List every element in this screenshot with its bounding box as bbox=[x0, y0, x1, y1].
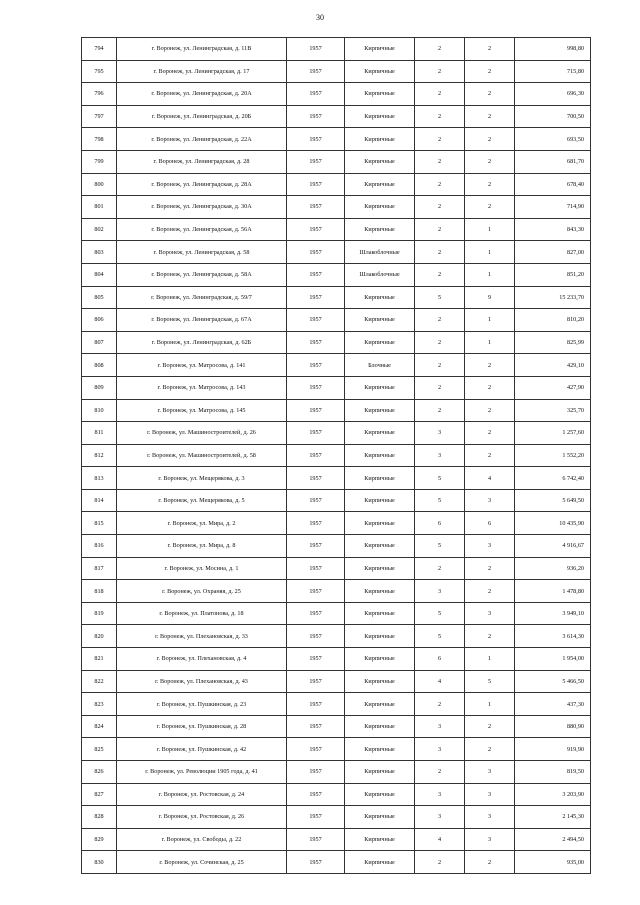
cell-entrances: 2 bbox=[465, 625, 515, 648]
cell-floors: 4 bbox=[415, 670, 465, 693]
cell-year-built: 1957 bbox=[287, 150, 345, 173]
table-row bbox=[82, 806, 591, 829]
cell-year-built: 1957 bbox=[287, 828, 345, 851]
cell-entrances: 1 bbox=[465, 693, 515, 716]
table-row bbox=[82, 38, 591, 61]
cell-entrances: 2 bbox=[465, 196, 515, 219]
cell-wall-material: Кирпичные bbox=[345, 512, 415, 535]
cell-row-number: 806 bbox=[82, 309, 117, 332]
cell-row-number: 825 bbox=[82, 738, 117, 761]
table-row bbox=[82, 851, 591, 874]
cell-entrances: 2 bbox=[465, 444, 515, 467]
cell-address: г. Воронеж, ул. Плехановская, д. 4 bbox=[117, 648, 287, 671]
cell-wall-material: Кирпичные bbox=[345, 489, 415, 512]
cell-floors: 3 bbox=[415, 580, 465, 603]
cell-floors: 6 bbox=[415, 512, 465, 535]
cell-year-built: 1957 bbox=[287, 263, 345, 286]
cell-address: г. Воронеж, ул. Платонова, д. 18 bbox=[117, 602, 287, 625]
cell-year-built: 1957 bbox=[287, 580, 345, 603]
cell-year-built: 1957 bbox=[287, 783, 345, 806]
cell-floors: 2 bbox=[415, 150, 465, 173]
cell-entrances: 1 bbox=[465, 331, 515, 354]
cell-floors: 2 bbox=[415, 399, 465, 422]
cell-address: г. Воронеж, ул. Свободы, д. 22 bbox=[117, 828, 287, 851]
cell-wall-material: Кирпичные bbox=[345, 648, 415, 671]
cell-row-number: 805 bbox=[82, 286, 117, 309]
cell-address: г. Воронеж, ул. Ленинградская, д. 62Б bbox=[117, 331, 287, 354]
cell-entrances: 1 bbox=[465, 218, 515, 241]
cell-row-number: 816 bbox=[82, 535, 117, 558]
cell-row-number: 819 bbox=[82, 602, 117, 625]
cell-address: г. Воронеж, ул. Мира, д. 8 bbox=[117, 535, 287, 558]
cell-entrances: 3 bbox=[465, 828, 515, 851]
cell-area: 715,80 bbox=[515, 60, 591, 83]
cell-year-built: 1957 bbox=[287, 761, 345, 784]
cell-address: г. Воронеж, ул. Ленинградская, д. 56А bbox=[117, 218, 287, 241]
cell-address: г. Воронеж, ул. Ленинградская, д. 28А bbox=[117, 173, 287, 196]
cell-row-number: 817 bbox=[82, 557, 117, 580]
cell-wall-material: Кирпичные bbox=[345, 150, 415, 173]
cell-area: 1 552,20 bbox=[515, 444, 591, 467]
cell-address: г. Воронеж, ул. Ленинградская, д. 20Б bbox=[117, 105, 287, 128]
cell-year-built: 1957 bbox=[287, 444, 345, 467]
table-row bbox=[82, 218, 591, 241]
cell-entrances: 2 bbox=[465, 851, 515, 874]
cell-year-built: 1957 bbox=[287, 286, 345, 309]
cell-address: г. Воронеж, ул. Мосина, д. 1 bbox=[117, 557, 287, 580]
cell-wall-material: Кирпичные bbox=[345, 670, 415, 693]
cell-area: 693,50 bbox=[515, 128, 591, 151]
cell-row-number: 827 bbox=[82, 783, 117, 806]
cell-address: г. Воронеж, ул. Революции 1905 года, д. 41 bbox=[117, 761, 287, 784]
cell-address: г. Воронеж, ул. Ленинградская, д. 58А bbox=[117, 263, 287, 286]
table-row bbox=[82, 376, 591, 399]
cell-wall-material: Кирпичные bbox=[345, 693, 415, 716]
cell-year-built: 1957 bbox=[287, 128, 345, 151]
cell-entrances: 2 bbox=[465, 422, 515, 445]
cell-row-number: 811 bbox=[82, 422, 117, 445]
cell-wall-material: Кирпичные bbox=[345, 444, 415, 467]
table-row bbox=[82, 557, 591, 580]
cell-entrances: 2 bbox=[465, 105, 515, 128]
cell-entrances: 2 bbox=[465, 173, 515, 196]
cell-address: г. Воронеж, ул. Ленинградская, д. 28 bbox=[117, 150, 287, 173]
cell-row-number: 826 bbox=[82, 761, 117, 784]
cell-floors: 5 bbox=[415, 467, 465, 490]
table-row bbox=[82, 693, 591, 716]
cell-area: 935,00 bbox=[515, 851, 591, 874]
cell-row-number: 821 bbox=[82, 648, 117, 671]
cell-year-built: 1957 bbox=[287, 625, 345, 648]
table-row bbox=[82, 105, 591, 128]
cell-floors: 3 bbox=[415, 444, 465, 467]
table-row bbox=[82, 715, 591, 738]
cell-year-built: 1957 bbox=[287, 173, 345, 196]
cell-wall-material: Шлакоблочные bbox=[345, 241, 415, 264]
cell-row-number: 798 bbox=[82, 128, 117, 151]
table-row bbox=[82, 196, 591, 219]
cell-entrances: 2 bbox=[465, 738, 515, 761]
cell-floors: 3 bbox=[415, 422, 465, 445]
cell-address: г. Воронеж, ул. Пушкинская, д. 42 bbox=[117, 738, 287, 761]
cell-wall-material: Кирпичные bbox=[345, 828, 415, 851]
cell-floors: 5 bbox=[415, 535, 465, 558]
cell-floors: 5 bbox=[415, 286, 465, 309]
cell-address: г. Воронеж, ул. Плехановская, д. 33 bbox=[117, 625, 287, 648]
cell-floors: 5 bbox=[415, 625, 465, 648]
cell-address: г. Воронеж, ул. Ленинградская, д. 67А bbox=[117, 309, 287, 332]
table-row bbox=[82, 625, 591, 648]
cell-floors: 2 bbox=[415, 196, 465, 219]
cell-row-number: 796 bbox=[82, 83, 117, 106]
cell-address: г. Воронеж, ул. Ленинградская, д. 30А bbox=[117, 196, 287, 219]
cell-row-number: 815 bbox=[82, 512, 117, 535]
cell-entrances: 2 bbox=[465, 128, 515, 151]
cell-address: г. Воронеж, ул. Ленинградская, д. 22А bbox=[117, 128, 287, 151]
cell-area: 827,00 bbox=[515, 241, 591, 264]
cell-floors: 2 bbox=[415, 105, 465, 128]
cell-floors: 5 bbox=[415, 489, 465, 512]
cell-area: 696,30 bbox=[515, 83, 591, 106]
cell-address: г. Воронеж, ул. Ленинградская, д. 17 bbox=[117, 60, 287, 83]
cell-floors: 5 bbox=[415, 602, 465, 625]
table-row bbox=[82, 738, 591, 761]
cell-row-number: 818 bbox=[82, 580, 117, 603]
cell-floors: 2 bbox=[415, 128, 465, 151]
cell-entrances: 3 bbox=[465, 783, 515, 806]
cell-wall-material: Кирпичные bbox=[345, 535, 415, 558]
cell-area: 437,30 bbox=[515, 693, 591, 716]
cell-floors: 2 bbox=[415, 354, 465, 377]
cell-year-built: 1957 bbox=[287, 331, 345, 354]
cell-floors: 2 bbox=[415, 173, 465, 196]
cell-year-built: 1957 bbox=[287, 105, 345, 128]
table-row bbox=[82, 399, 591, 422]
table-row bbox=[82, 60, 591, 83]
cell-year-built: 1957 bbox=[287, 354, 345, 377]
cell-entrances: 3 bbox=[465, 806, 515, 829]
cell-area: 3 203,90 bbox=[515, 783, 591, 806]
cell-row-number: 807 bbox=[82, 331, 117, 354]
cell-area: 851,20 bbox=[515, 263, 591, 286]
cell-entrances: 2 bbox=[465, 150, 515, 173]
cell-entrances: 2 bbox=[465, 38, 515, 61]
cell-wall-material: Кирпичные bbox=[345, 331, 415, 354]
cell-area: 6 742,40 bbox=[515, 467, 591, 490]
cell-year-built: 1957 bbox=[287, 241, 345, 264]
table-row bbox=[82, 783, 591, 806]
cell-address: г. Воронеж, ул. Матросова, д. 143 bbox=[117, 376, 287, 399]
cell-area: 700,50 bbox=[515, 105, 591, 128]
table-row bbox=[82, 670, 591, 693]
cell-address: г. Воронеж, ул. Мира, д. 2 bbox=[117, 512, 287, 535]
cell-area: 936,20 bbox=[515, 557, 591, 580]
cell-wall-material: Кирпичные bbox=[345, 467, 415, 490]
cell-floors: 2 bbox=[415, 331, 465, 354]
cell-wall-material: Кирпичные bbox=[345, 128, 415, 151]
cell-floors: 2 bbox=[415, 557, 465, 580]
cell-wall-material: Кирпичные bbox=[345, 399, 415, 422]
cell-year-built: 1957 bbox=[287, 557, 345, 580]
cell-row-number: 799 bbox=[82, 150, 117, 173]
cell-wall-material: Кирпичные bbox=[345, 376, 415, 399]
cell-floors: 2 bbox=[415, 38, 465, 61]
cell-floors: 6 bbox=[415, 648, 465, 671]
cell-floors: 2 bbox=[415, 309, 465, 332]
cell-row-number: 812 bbox=[82, 444, 117, 467]
cell-address: г. Воронеж, ул. Пушкинская, д. 23 bbox=[117, 693, 287, 716]
cell-area: 3 614,30 bbox=[515, 625, 591, 648]
table-row bbox=[82, 489, 591, 512]
cell-area: 5 466,50 bbox=[515, 670, 591, 693]
table-row bbox=[82, 241, 591, 264]
cell-row-number: 803 bbox=[82, 241, 117, 264]
cell-wall-material: Кирпичные bbox=[345, 60, 415, 83]
cell-area: 5 649,50 bbox=[515, 489, 591, 512]
cell-area: 714,90 bbox=[515, 196, 591, 219]
cell-area: 880,90 bbox=[515, 715, 591, 738]
cell-year-built: 1957 bbox=[287, 806, 345, 829]
cell-entrances: 2 bbox=[465, 580, 515, 603]
cell-area: 325,70 bbox=[515, 399, 591, 422]
cell-entrances: 6 bbox=[465, 512, 515, 535]
cell-entrances: 2 bbox=[465, 399, 515, 422]
cell-floors: 3 bbox=[415, 715, 465, 738]
cell-wall-material: Кирпичные bbox=[345, 196, 415, 219]
cell-floors: 2 bbox=[415, 761, 465, 784]
cell-year-built: 1957 bbox=[287, 602, 345, 625]
cell-area: 1 478,80 bbox=[515, 580, 591, 603]
cell-entrances: 1 bbox=[465, 263, 515, 286]
cell-floors: 2 bbox=[415, 241, 465, 264]
cell-year-built: 1957 bbox=[287, 467, 345, 490]
cell-wall-material: Кирпичные bbox=[345, 806, 415, 829]
cell-address: г. Воронеж, ул. Ростовская, д. 26 bbox=[117, 806, 287, 829]
cell-area: 429,10 bbox=[515, 354, 591, 377]
cell-year-built: 1957 bbox=[287, 376, 345, 399]
cell-year-built: 1957 bbox=[287, 83, 345, 106]
cell-year-built: 1957 bbox=[287, 648, 345, 671]
cell-address: г. Воронеж, ул. Мещерякова, д. 3 bbox=[117, 467, 287, 490]
table-row bbox=[82, 602, 591, 625]
cell-row-number: 814 bbox=[82, 489, 117, 512]
cell-wall-material: Кирпичные bbox=[345, 783, 415, 806]
cell-address: г. Воронеж, ул. Матросова, д. 145 bbox=[117, 399, 287, 422]
cell-year-built: 1957 bbox=[287, 535, 345, 558]
cell-area: 1 954,00 bbox=[515, 648, 591, 671]
cell-entrances: 2 bbox=[465, 83, 515, 106]
cell-year-built: 1957 bbox=[287, 851, 345, 874]
table-row bbox=[82, 354, 591, 377]
cell-entrances: 3 bbox=[465, 489, 515, 512]
cell-row-number: 813 bbox=[82, 467, 117, 490]
cell-entrances: 2 bbox=[465, 354, 515, 377]
cell-entrances: 2 bbox=[465, 376, 515, 399]
cell-floors: 2 bbox=[415, 376, 465, 399]
cell-year-built: 1957 bbox=[287, 218, 345, 241]
cell-wall-material: Кирпичные bbox=[345, 625, 415, 648]
cell-floors: 3 bbox=[415, 738, 465, 761]
cell-area: 843,30 bbox=[515, 218, 591, 241]
cell-wall-material: Кирпичные bbox=[345, 602, 415, 625]
cell-address: г. Воронеж, ул. Ленинградская, д. 20А bbox=[117, 83, 287, 106]
cell-address: г. Воронеж, ул. Матросова, д. 141 bbox=[117, 354, 287, 377]
table-row bbox=[82, 761, 591, 784]
cell-area: 10 435,90 bbox=[515, 512, 591, 535]
cell-row-number: 797 bbox=[82, 105, 117, 128]
cell-floors: 2 bbox=[415, 60, 465, 83]
cell-area: 2 494,50 bbox=[515, 828, 591, 851]
cell-area: 1 257,60 bbox=[515, 422, 591, 445]
cell-area: 3 949,10 bbox=[515, 602, 591, 625]
cell-wall-material: Кирпичные bbox=[345, 218, 415, 241]
cell-wall-material: Кирпичные bbox=[345, 286, 415, 309]
table-row bbox=[82, 128, 591, 151]
cell-row-number: 800 bbox=[82, 173, 117, 196]
cell-wall-material: Кирпичные bbox=[345, 105, 415, 128]
cell-address: г. Воронеж, ул. Ростовская, д. 24 bbox=[117, 783, 287, 806]
cell-year-built: 1957 bbox=[287, 738, 345, 761]
cell-year-built: 1957 bbox=[287, 309, 345, 332]
cell-row-number: 820 bbox=[82, 625, 117, 648]
cell-wall-material: Кирпичные bbox=[345, 83, 415, 106]
cell-entrances: 9 bbox=[465, 286, 515, 309]
cell-address: г. Воронеж, ул. Сочинская, д. 25 bbox=[117, 851, 287, 874]
cell-wall-material: Кирпичные bbox=[345, 38, 415, 61]
cell-row-number: 823 bbox=[82, 693, 117, 716]
cell-address: г. Воронеж, ул. Охраняя, д. 25 bbox=[117, 580, 287, 603]
cell-wall-material: Кирпичные bbox=[345, 851, 415, 874]
cell-entrances: 4 bbox=[465, 467, 515, 490]
cell-year-built: 1957 bbox=[287, 670, 345, 693]
page-number: 30 bbox=[316, 13, 324, 22]
cell-area: 919,90 bbox=[515, 738, 591, 761]
cell-wall-material: Кирпичные bbox=[345, 580, 415, 603]
cell-year-built: 1957 bbox=[287, 715, 345, 738]
cell-floors: 4 bbox=[415, 828, 465, 851]
cell-wall-material: Кирпичные bbox=[345, 422, 415, 445]
table-row bbox=[82, 580, 591, 603]
cell-entrances: 2 bbox=[465, 60, 515, 83]
cell-address: г. Воронеж, ул. Плехановская, д. 43 bbox=[117, 670, 287, 693]
cell-address: г. Воронеж, ул. Ленинградская, д. 58 bbox=[117, 241, 287, 264]
cell-floors: 2 bbox=[415, 218, 465, 241]
cell-address: г. Воронеж, ул. Машиностроителей, д. 58 bbox=[117, 444, 287, 467]
cell-entrances: 1 bbox=[465, 648, 515, 671]
table-row bbox=[82, 828, 591, 851]
cell-wall-material: Кирпичные bbox=[345, 738, 415, 761]
cell-wall-material: Кирпичные bbox=[345, 761, 415, 784]
cell-floors: 2 bbox=[415, 263, 465, 286]
cell-year-built: 1957 bbox=[287, 196, 345, 219]
cell-row-number: 802 bbox=[82, 218, 117, 241]
cell-year-built: 1957 bbox=[287, 512, 345, 535]
cell-row-number: 795 bbox=[82, 60, 117, 83]
cell-entrances: 3 bbox=[465, 535, 515, 558]
cell-entrances: 1 bbox=[465, 309, 515, 332]
cell-year-built: 1957 bbox=[287, 693, 345, 716]
cell-row-number: 829 bbox=[82, 828, 117, 851]
cell-row-number: 822 bbox=[82, 670, 117, 693]
cell-floors: 2 bbox=[415, 693, 465, 716]
cell-row-number: 804 bbox=[82, 263, 117, 286]
cell-wall-material: Кирпичные bbox=[345, 715, 415, 738]
cell-entrances: 3 bbox=[465, 602, 515, 625]
cell-year-built: 1957 bbox=[287, 422, 345, 445]
cell-address: г. Воронеж, ул. Ленинградская, д. 11В bbox=[117, 38, 287, 61]
cell-area: 819,50 bbox=[515, 761, 591, 784]
table-row bbox=[82, 150, 591, 173]
cell-entrances: 5 bbox=[465, 670, 515, 693]
table-row bbox=[82, 173, 591, 196]
cell-row-number: 794 bbox=[82, 38, 117, 61]
table-body bbox=[82, 38, 591, 874]
cell-wall-material: Кирпичные bbox=[345, 557, 415, 580]
cell-address: г. Воронеж, ул. Мещерякова, д. 5 bbox=[117, 489, 287, 512]
cell-area: 15 233,70 bbox=[515, 286, 591, 309]
table-row bbox=[82, 444, 591, 467]
cell-year-built: 1957 bbox=[287, 489, 345, 512]
table-row bbox=[82, 422, 591, 445]
cell-entrances: 3 bbox=[465, 761, 515, 784]
cell-row-number: 828 bbox=[82, 806, 117, 829]
table-row bbox=[82, 467, 591, 490]
table-row bbox=[82, 535, 591, 558]
cell-wall-material: Шлакоблочные bbox=[345, 263, 415, 286]
cell-wall-material: Кирпичные bbox=[345, 173, 415, 196]
cell-wall-material: Блочные bbox=[345, 354, 415, 377]
cell-row-number: 810 bbox=[82, 399, 117, 422]
table-row bbox=[82, 512, 591, 535]
cell-area: 678,40 bbox=[515, 173, 591, 196]
cell-floors: 3 bbox=[415, 806, 465, 829]
cell-area: 427,90 bbox=[515, 376, 591, 399]
cell-row-number: 808 bbox=[82, 354, 117, 377]
cell-area: 2 145,30 bbox=[515, 806, 591, 829]
cell-entrances: 1 bbox=[465, 241, 515, 264]
table-row bbox=[82, 263, 591, 286]
cell-area: 825,99 bbox=[515, 331, 591, 354]
cell-row-number: 824 bbox=[82, 715, 117, 738]
cell-address: г. Воронеж, ул. Ленинградская, д. 59/7 bbox=[117, 286, 287, 309]
cell-area: 4 916,67 bbox=[515, 535, 591, 558]
table-row bbox=[82, 331, 591, 354]
cell-area: 681,70 bbox=[515, 150, 591, 173]
cell-row-number: 809 bbox=[82, 376, 117, 399]
housing-registry-table bbox=[81, 37, 591, 874]
cell-area: 998,80 bbox=[515, 38, 591, 61]
cell-year-built: 1957 bbox=[287, 38, 345, 61]
cell-address: г. Воронеж, ул. Пушкинская, д. 28 bbox=[117, 715, 287, 738]
cell-row-number: 830 bbox=[82, 851, 117, 874]
cell-area: 810,20 bbox=[515, 309, 591, 332]
table-row bbox=[82, 286, 591, 309]
cell-year-built: 1957 bbox=[287, 399, 345, 422]
cell-row-number: 801 bbox=[82, 196, 117, 219]
cell-entrances: 2 bbox=[465, 715, 515, 738]
cell-floors: 2 bbox=[415, 83, 465, 106]
cell-floors: 2 bbox=[415, 851, 465, 874]
cell-wall-material: Кирпичные bbox=[345, 309, 415, 332]
table-row bbox=[82, 83, 591, 106]
cell-address: г. Воронеж, ул. Машиностроителей, д. 26 bbox=[117, 422, 287, 445]
table-row bbox=[82, 309, 591, 332]
cell-floors: 3 bbox=[415, 783, 465, 806]
cell-year-built: 1957 bbox=[287, 60, 345, 83]
table-row bbox=[82, 648, 591, 671]
cell-entrances: 2 bbox=[465, 557, 515, 580]
